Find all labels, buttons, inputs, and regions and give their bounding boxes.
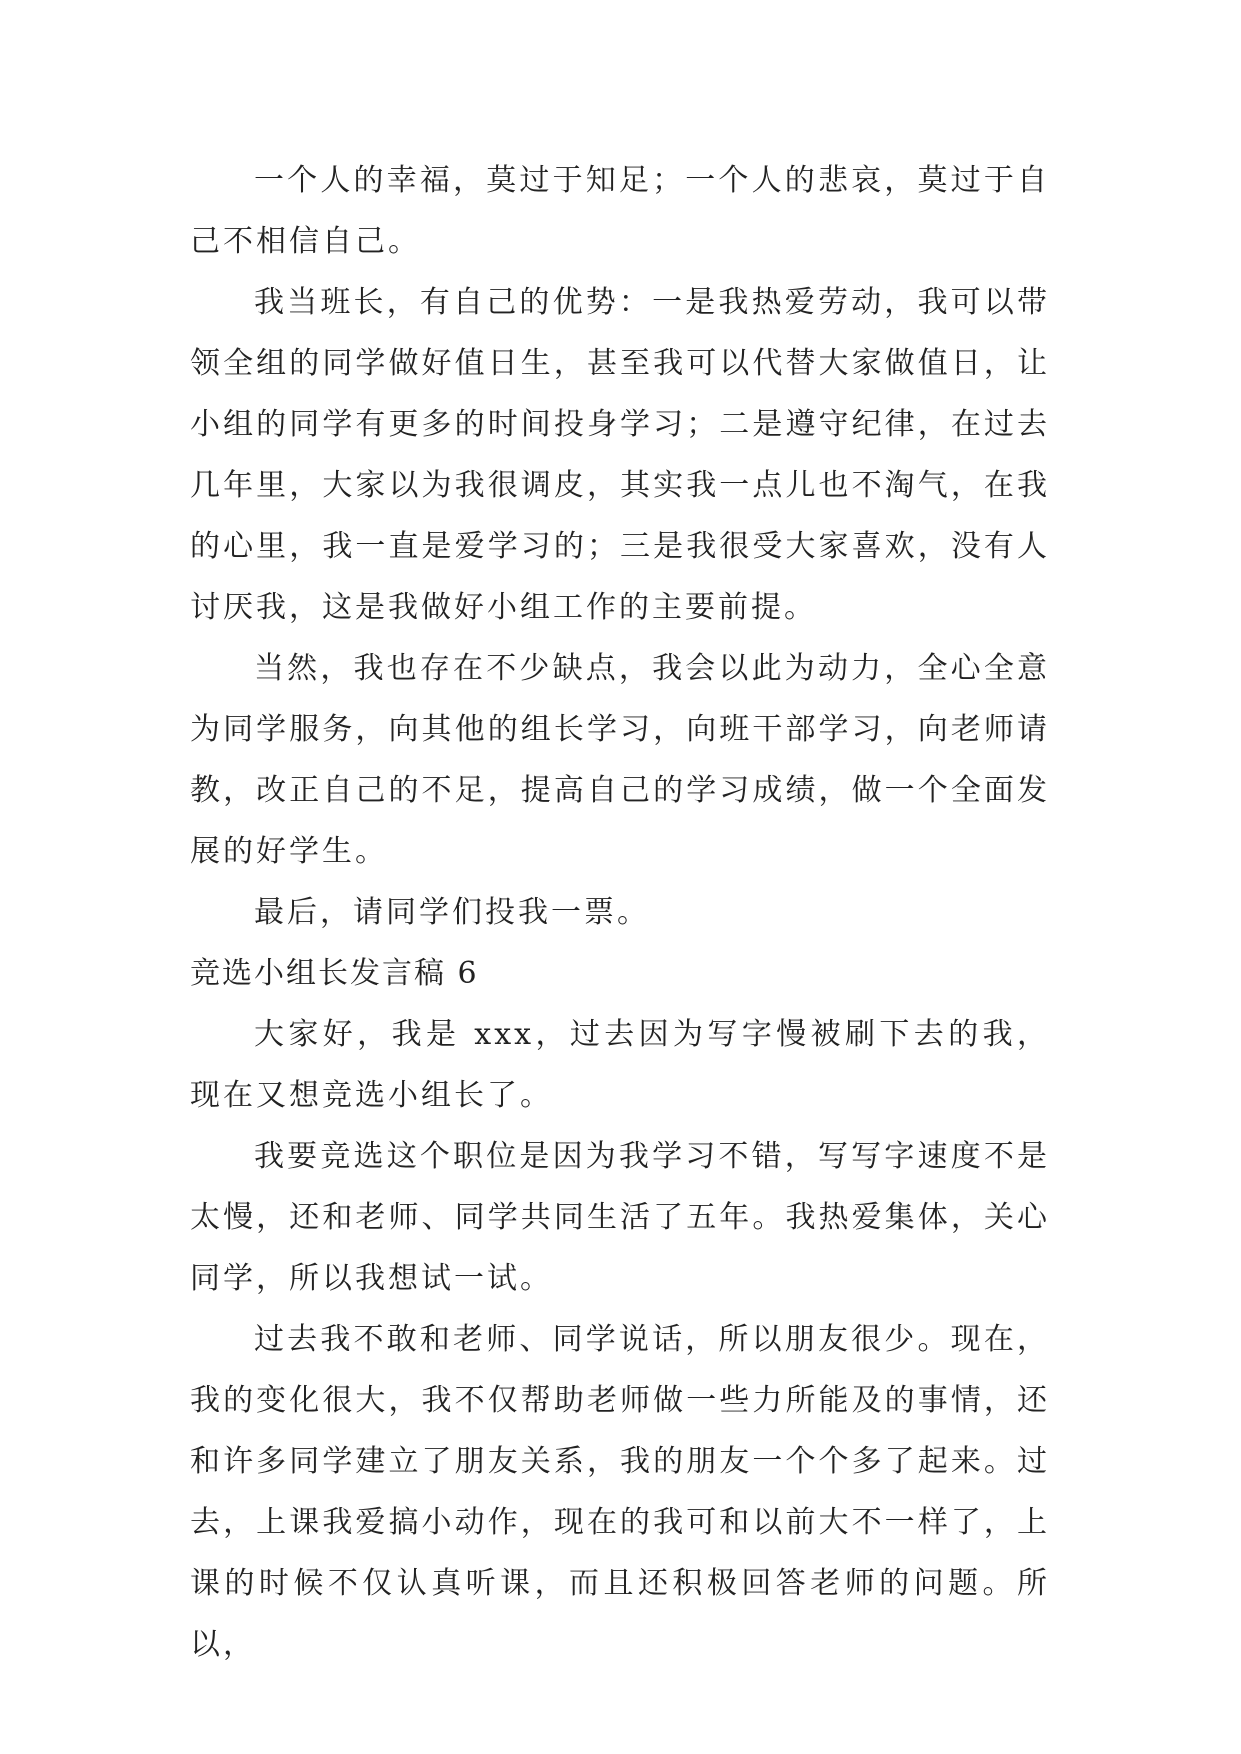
document-page bbox=[190, 150, 1050, 1675]
paragraph-reason: 我要竞选这个职位是因为我学习不错，写写字速度不是太慢，还和老师、同学共同生活了五年。我热爱集体，关心同学，所以我想试一试。 bbox=[190, 1139, 1050, 1296]
paragraph-shortcomings: 当然，我也存在不少缺点，我会以此为动力，全心全意为同学服务，向其他的组长学习，向班干部学习，向老师请教，改正自己的不足，提高自己的学习成绩，做一个全面发展的好学生。 bbox=[190, 651, 1050, 869]
paragraph-advantages: 我当班长，有自己的优势：一是我热爱劳动，我可以带领全组的同学做好值日生，甚至我可以代替大家做值日，让小组的同学有更多的时间投身学习；二是遵守纪律，在过去几年里，大家以为我很调皮，其实我一点儿也不淘气，在我的心里，我一直是爱学习的；三是我很受大家喜欢，没有人讨厌我，这是我做好小组工作的主要前提。 bbox=[190, 285, 1050, 625]
paragraph-change: 过去我不敢和老师、同学说话，所以朋友很少。现在，我的变化很大，我不仅帮助老师做一些力所能及的事情，还和许多同学建立了朋友关系，我的朋友一个个多了起来。过去，上课我爱搞小动作，现在的我可和以前大不一样了，上课的时候不仅认真听课，而且还积极回答老师的问题。所以， bbox=[190, 1322, 1050, 1662]
paragraph-contentment: 一个人的幸福，莫过于知足；一个人的悲哀，莫过于自己不相信自己。 bbox=[190, 163, 1050, 259]
paragraph-vote-request: 最后，请同学们投我一票。 bbox=[254, 895, 650, 930]
section-heading: 竞选小组长发言稿 6 bbox=[190, 956, 479, 991]
paragraph-greeting: 大家好，我是 xxx，过去因为写字慢被刷下去的我，现在又想竞选小组长了。 bbox=[190, 1017, 1050, 1113]
